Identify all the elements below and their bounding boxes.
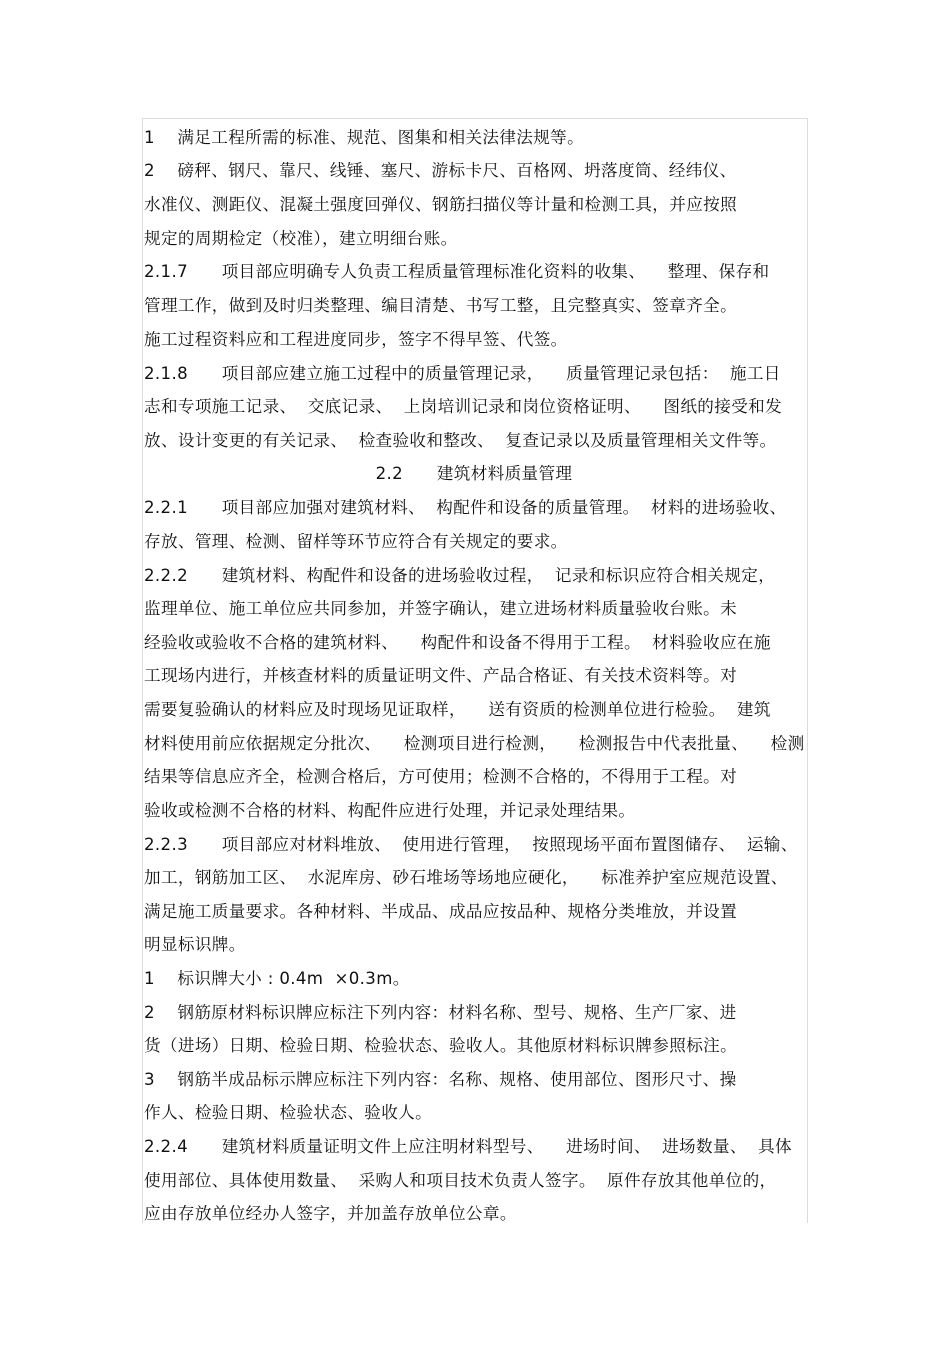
text-line: 2 磅秤、钢尺、靠尺、线锤、塞尺、游标卡尺、百格网、坍落度筒、经纬仪、 (144, 161, 737, 180)
text-line: 存放、管理、检测、留样等环节应符合有关规定的要求。 (144, 532, 568, 551)
section-2-1-8: 2.1.8 项目部应建立施工过程中的质量管理记录， 质量管理记录包括： 施工日 (144, 364, 781, 383)
text-line: 志和专项施工记录、 交底记录、 上岗培训记录和岗位资格证明、 图纸的接受和发 (144, 397, 783, 416)
text-line: 放、设计变更的有关记录、 检查验收和整改、 复查记录以及质量管理相关文件等。 (144, 431, 777, 450)
text-line: 施工过程资料应和工程进度同步，签字不得早签、代签。 (144, 330, 568, 349)
text-line: 监理单位、施工单位应共同参加，并签字确认，建立进场材料质量验收台账。未 (144, 599, 738, 618)
text-line: 1 满足工程所需的标准、规范、图集和相关法律法规等。 (144, 128, 585, 147)
text-line: 明显标识牌。 (144, 935, 246, 954)
text-line: 满足施工质量要求。各种材料、半成品、成品应按品种、规格分类堆放，并设置 (144, 902, 738, 921)
list-item: 2 钢筋原材料标识牌应标注下列内容：材料名称、型号、规格、生产厂家、进 (144, 1003, 737, 1022)
text-line: 工现场内进行，并核查材料的质量证明文件、产品合格证、有关技术资料等。对 (144, 666, 738, 685)
frame-left-border (142, 118, 143, 1223)
frame-top-border (142, 118, 808, 119)
text-line: 加工，钢筋加工区、 水泥库房、砂石堆场等场地应硬化， 标准养护室应规范设置、 (144, 868, 788, 887)
text-line: 应由存放单位经办人签字，并加盖存放单位公章。 (144, 1204, 517, 1223)
text-line: 结果等信息应齐全，检测合格后，方可使用；检测不合格的，不得用于工程。对 (144, 767, 738, 786)
section-2-2-2: 2.2.2 建筑材料、构配件和设备的进场验收过程， 记录和标识应符合相关规定， (144, 566, 776, 585)
section-heading-2-2: 2.2 建筑材料质量管理 (375, 464, 573, 483)
text-line: 需要复验确认的材料应及时现场见证取样， 送有资质的检测单位进行检验。 建筑 (144, 700, 771, 719)
text-line: 货（进场）日期、检验日期、检验状态、验收人。其他原材料标识牌参照标注。 (144, 1036, 738, 1055)
list-item: 1 标识牌大小 : 0.4m ×0.3m。 (144, 969, 410, 988)
text-line: 作人、检验日期、检验状态、验收人。 (144, 1103, 433, 1122)
text-line: 使用部位、具体使用数量、 采购人和项目技术负责人签字。 原件存放其他单位的， (144, 1171, 777, 1190)
list-item: 3 钢筋半成品标示牌应标注下列内容：名称、规格、使用部位、图形尺寸、操 (144, 1070, 737, 1089)
text-line: 经验收或验收不合格的建筑材料、 构配件和设备不得用于工程。 材料验收应在施 (144, 633, 771, 652)
text-line: 管理工作，做到及时归类整理、编目清楚、书写工整，且完整真实、签章齐全。 (144, 296, 738, 315)
text-line: 材料使用前应依据规定分批次、 检测项目进行检测， 检测报告中代表批量、 检测 (144, 734, 805, 753)
text-line: 验收或检测不合格的材料、构配件应进行处理，并记录处理结果。 (144, 801, 636, 820)
frame-right-border (807, 118, 808, 1223)
section-2-1-7: 2.1.7 项目部应明确专人负责工程质量管理标准化资料的收集、 整理、保存和 (144, 262, 770, 281)
text-line: 规定的周期检定（校准），建立明细台账。 (144, 229, 458, 248)
section-2-2-3: 2.2.3 项目部应对材料堆放、 使用进行管理， 按照现场平面布置图储存、 运输、 (144, 835, 798, 854)
text-line: 水准仪、测距仪、混凝土强度回弹仪、钢筋扫描仪等计量和检测工具，并应按照 (144, 195, 738, 214)
section-2-2-4: 2.2.4 建筑材料质量证明文件上应注明材料型号、 进场时间、 进场数量、 具体 (144, 1137, 792, 1156)
section-2-2-1: 2.2.1 项目部应加强对建筑材料、 构配件和设备的质量管理。 材料的进场验收、 (144, 498, 787, 517)
